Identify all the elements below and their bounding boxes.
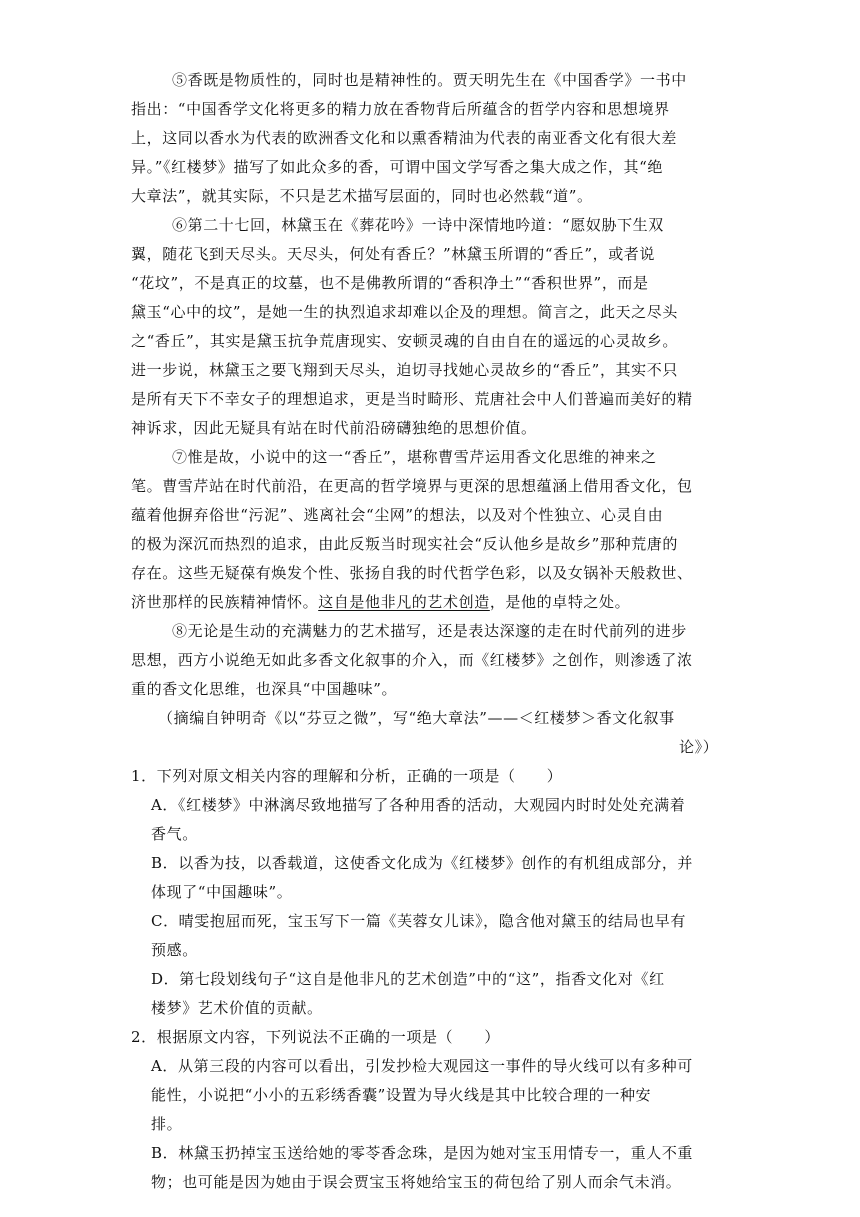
underlined-sentence: 这自是他非凡的艺术创造 — [318, 593, 490, 611]
citation-line: 论》） — [679, 738, 719, 756]
paragraph-line: 大章法”，就其实际，不只是艺术描写层面的，同时也必然载“道”。 — [131, 187, 593, 205]
question-stem: 1．下列对原文相关内容的理解和分析，正确的一项是（ ） — [131, 767, 563, 785]
paragraph-line: 存在。这些无疑葆有焕发个性、张扬自我的时代哲学色彩，以及女锅补天般救世、 — [131, 564, 693, 582]
option-a-line: A．从第三段的内容可以看出，引发抄检大观园这一事件的导火线可以有多种可 — [151, 1057, 693, 1075]
option-d-line: 楼梦》艺术价值的贡献。 — [151, 999, 323, 1017]
paragraph-line: ⑦惟是故，小说中的这一“香丘”，堪称曹雪芹运用香文化思维的神来之 — [172, 448, 657, 466]
paragraph-line: 思想，西方小说绝无如此多香文化叙事的介入，而《红楼梦》之创作，则渗透了浓 — [131, 651, 693, 669]
citation-line: （摘编自钟明奇《以“芬豆之微”，写“绝大章法”——＜红楼梦＞香文化叙事 — [158, 709, 675, 727]
option-a-line: 香气。 — [151, 825, 198, 843]
paragraph-line: 笔。曹雪芹站在时代前沿，在更高的哲学境界与更深的思想蕴涵上借用香文化，包 — [131, 477, 693, 495]
paragraph-line: 翼，随花飞到天尽头。天尽头，何处有香丘？”林黛玉所谓的“香丘”，或者说 — [131, 245, 656, 263]
paragraph-line: 指出：“中国香学文化将更多的精力放在香物背后所蕴含的哲学内容和思想境界 — [131, 100, 670, 118]
paragraph-line: 蕴着他摒弃俗世“污泥”、逃离社会“尘网”的想法，以及对个性独立、心灵自由 — [131, 506, 664, 524]
option-b-line: 体现了“中国趣味”。 — [151, 883, 293, 901]
paragraph-line: 是所有天下不幸女子的理想追求，更是当时畸形、荒唐社会中人们普遍而美好的精 — [131, 390, 693, 408]
paragraph-line: “花坟”，不是真正的坟墓，也不是佛教所谓的“香积净土”“香积世界”，而是 — [131, 274, 649, 292]
paragraph-line: ⑥第二十七回，林黛玉在《葬花吟》一诗中深情地吟道：“愿奴胁下生双 — [172, 216, 664, 234]
paragraph-line: 之“香丘”，其实是黛玉抗争荒唐现实、安顿灵魂的自由自在的遥远的心灵故乡。 — [131, 332, 678, 350]
paragraph-line: 上，这同以香水为代表的欧洲香文化和以熏香精油为代表的南亚香文化有很大差 — [131, 129, 678, 147]
option-c-line: 预感。 — [151, 941, 198, 959]
paragraph-line: 神诉求，因此无疑具有站在时代前沿磅礴独绝的思想价值。 — [131, 419, 537, 437]
text-segment: ，是他的卓特之处。 — [489, 593, 631, 611]
paragraph-line — [131, 592, 630, 612]
question-stem: 2．根据原文内容，下列说法不正确的一项是（ ） — [131, 1028, 500, 1046]
option-b-line: B．以香为技，以香载道，这使香文化成为《红楼梦》创作的有机组成部分，并 — [151, 854, 694, 872]
option-c-line: C．晴雯抱屈而死，宝玉写下一篇《芙蓉女儿诔》，隐含他对黛玉的结局也早有 — [151, 912, 686, 930]
text-segment: 济世那样的民族精神情怀。 — [131, 593, 319, 611]
option-b-line: B．林黛玉扔掉宝玉送给她的零苓香念珠，是因为她对宝玉用情专一，重人不重 — [151, 1144, 694, 1162]
option-d-line: D．第七段划线句子“这自是他非凡的艺术创造”中的“这”，指香文化对《红 — [151, 970, 665, 988]
option-b-line: 物；也可能是因为她由于误会贾宝玉将她给宝玉的荷包给了别人而余气未消。 — [151, 1173, 682, 1191]
option-a-line: A．《红楼梦》中淋漓尽致地描写了各种用香的活动，大观园内时时处处充满着 — [151, 796, 686, 814]
option-a-line: 能性，小说把“小小的五彩绣香囊”设置为导火线是其中比较合理的一种安 — [151, 1086, 652, 1104]
paragraph-line: ⑤香既是物质性的，同时也是精神性的。贾天明先生在《中国香学》一书中 — [172, 71, 687, 89]
paragraph-line: 的极为深沉而热烈的追求，由此反叛当时现实社会“反认他乡是故乡”那种荒唐的 — [131, 535, 678, 553]
paragraph-line: ⑧无论是生动的充满魅力的艺术描写，还是表达深邃的走在时代前列的进步 — [172, 622, 687, 640]
paragraph-line: 进一步说，林黛玉之要飞翔到天尽头，迫切寻找她心灵故乡的“香丘”，其实不只 — [131, 361, 678, 379]
paragraph-line: 黛玉“心中的坟”，是她一生的执烈追求却难以企及的理想。简言之，此天之尽头 — [131, 303, 678, 321]
paragraph-line: 重的香文化思维，也深具“中国趣味”。 — [131, 680, 398, 698]
option-a-line: 排。 — [151, 1115, 183, 1133]
paragraph-line: 异。”《红楼梦》描写了如此众多的香，可谓中国文学写香之集大成之作，其“绝 — [131, 158, 663, 176]
